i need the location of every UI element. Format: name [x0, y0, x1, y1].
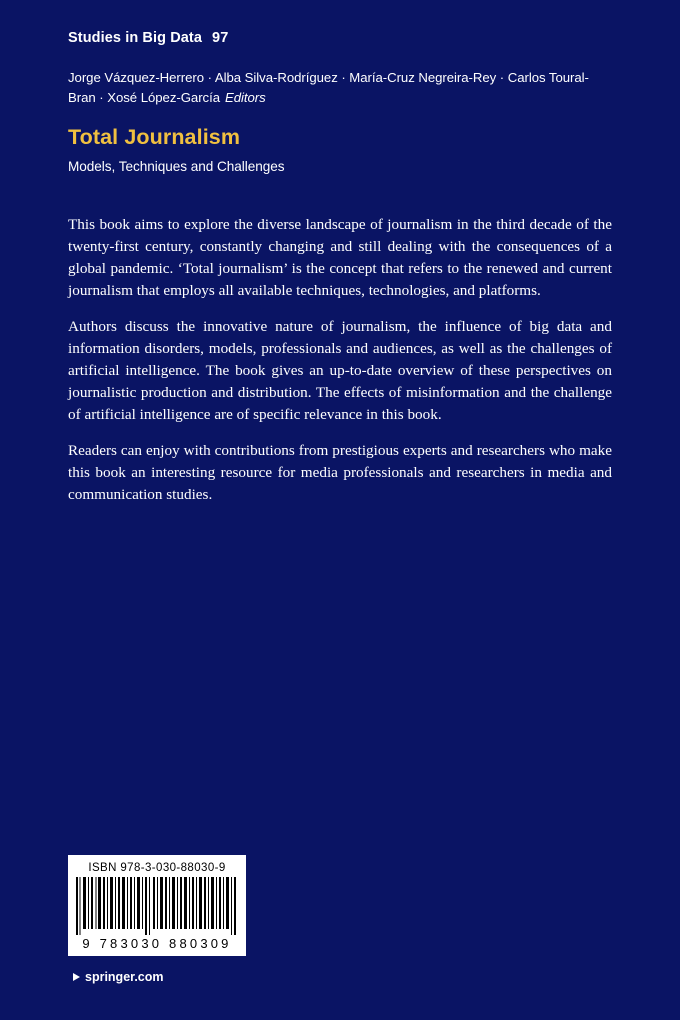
series-name: Studies in Big Data	[68, 30, 203, 46]
editor-names: Jorge Vázquez-Herrero · Alba Silva-Rodríguez · María-Cruz Negreira-Rey · Carlos Toural-Bran · Xosé López-García	[68, 70, 589, 106]
cover-content	[68, 30, 612, 506]
book-subtitle: Models, Techniques and Challenges	[68, 158, 285, 174]
barcode-icon	[76, 877, 238, 935]
blurb-paragraph-2: Authors discuss the innovative nature of journalism, the influence of big data and information disorders, models, professionals and audiences, as well as the challenges of artificial intelligence. The book gives an up-to-date overview of these perspectives on journalistic production and distribution. The effects of misinformation and the challenge of artificial intelligence are of specific relevance in this book.	[68, 318, 612, 424]
page-title: Total Journalism	[68, 124, 241, 149]
blurb-paragraph-1: This book aims to explore the diverse landscape of journalism in the third decade of the twenty-first century, constantly changing and still dealing with the consequences of a global pandemic. ‘Total journalism’ is the concept that refers to the renewed and current journalism that employs all available techniques, technologies, and platforms.	[68, 215, 612, 299]
barcode-digits: 9 783030 880309	[82, 936, 232, 951]
isbn-label: ISBN 978-3-030-88030-9	[88, 862, 226, 874]
barcode-block	[68, 855, 246, 984]
editors-line	[68, 68, 612, 109]
publisher-name: springer.com	[85, 970, 164, 984]
editors-role-label: Editors	[225, 90, 266, 106]
blurb-paragraph-3: Readers can enjoy with contributions from prestigious experts and researchers who make this book an interesting resource for media professionals and researchers in media and communication studies.	[68, 442, 612, 504]
barcode-card	[68, 855, 246, 956]
publisher-logo[interactable]	[68, 970, 246, 984]
triangle-icon	[73, 973, 80, 981]
series-volume: 97	[212, 30, 229, 46]
series-line	[68, 30, 612, 46]
